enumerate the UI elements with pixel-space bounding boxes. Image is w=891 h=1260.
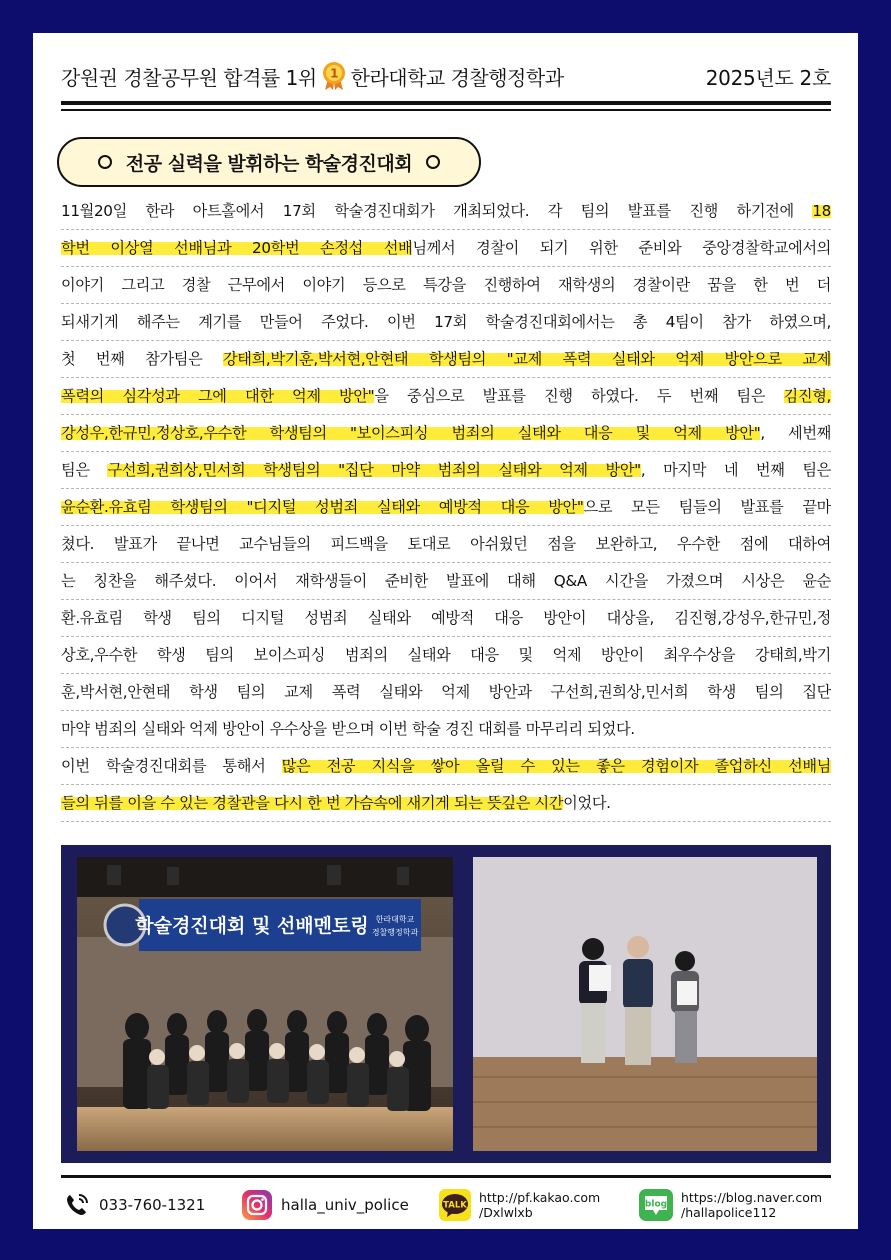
section-title [57, 137, 481, 187]
article-text: 상호,우수한 학생 팀의 보이스피싱 범죄의 실태와 대응 및 억제 방안이 최우수상을 강태희,박기 [61, 646, 831, 664]
article-line [61, 674, 831, 711]
footer-rule [61, 1175, 831, 1178]
highlighted-text: 강태희,박기훈,박서현,안현태 학생팀의 "교제 폭력 실태와 억제 방안으로 교제 [222, 350, 831, 368]
circle-bullet-icon [426, 155, 440, 169]
photo-gallery [61, 845, 831, 1163]
newsletter-page [33, 33, 858, 1229]
article-text: 이번 학술경진대회를 통해서 [61, 757, 282, 775]
kakaotalk-icon [439, 1189, 471, 1221]
footer-kakao[interactable] [439, 1185, 600, 1225]
instagram-icon [241, 1189, 273, 1221]
section-title-text: 전공 실력을 발휘하는 학술경진대회 [125, 152, 413, 175]
footer-blog[interactable] [639, 1185, 822, 1225]
article-line [61, 230, 831, 267]
article-line [61, 711, 831, 748]
highlighted-text: 많은 전공 지식을 쌓아 올릴 수 있는 좋은 경험이자 졸업하신 선배님 [281, 757, 831, 775]
article-line [61, 600, 831, 637]
naver-blog-icon [639, 1189, 673, 1221]
highlighted-text: 학번 이상열 선배님과 20학번 손정섭 선배 [61, 239, 413, 257]
article-line [61, 267, 831, 304]
highlighted-text: 김진형, [783, 387, 831, 405]
phone-number: 033-760-1321 [99, 1196, 206, 1214]
article-line [61, 341, 831, 378]
article-line [61, 304, 831, 341]
article-text: 을 중심으로 발표를 진행 하였다. 두 번째 팀은 [374, 387, 784, 405]
article-text: , 세번째 [760, 424, 831, 442]
header-rule-thick [61, 101, 831, 105]
article-text: 이야기 그리고 경찰 근무에서 이야기 등으로 특강을 진행하여 재학생의 경찰이란 꿈을 한 번 더 [61, 276, 831, 294]
article-line [61, 415, 831, 452]
award-photo [473, 857, 817, 1151]
kakao-url-line2: /Dxlwlxb [479, 1205, 533, 1220]
article-text: 11월20일 한라 아트홀에서 17회 학술경진대회가 개최되었다. 각 팀의 발표를 진행 하기전에 [61, 202, 813, 220]
article-line [61, 748, 831, 785]
medal-icon [321, 61, 347, 91]
article-line [61, 378, 831, 415]
blog-badge-text: blog [644, 1199, 668, 1210]
article-line [61, 526, 831, 563]
blog-url-line2: /hallapolice112 [681, 1205, 777, 1220]
banner-sub-1: 한라대학교 [375, 915, 415, 924]
highlighted-text: 들의 뒤를 이을 수 있는 경찰관을 다시 한 번 가슴속에 새기게 되는 뜻깊은 시간 [61, 794, 564, 812]
article-text: 훈,박서현,안현태 학생 팀의 교제 폭력 실태와 억제 방안과 구선희,권희상,민서희 학생 팀의 집단 [61, 683, 831, 701]
kakao-url-line1: http://pf.kakao.com [479, 1190, 601, 1205]
highlighted-text: 윤순환.유효림 학생팀의 "디지털 성범죄 실태와 예방적 대응 방안" [61, 498, 584, 516]
article-line [61, 637, 831, 674]
department-name: 한라대학교 경찰행정학과 [350, 65, 564, 90]
highlighted-text: 18 [812, 202, 831, 220]
issue-number: 2025년도 2호 [705, 65, 831, 90]
article-text: 으로 모든 팀들의 발표를 끝마 [583, 498, 831, 516]
article-text: 님께서 경찰이 되기 위한 준비와 중앙경찰학교에서의 [412, 239, 831, 257]
article-line [61, 452, 831, 489]
article-line [61, 785, 831, 822]
footer-instagram[interactable] [241, 1185, 409, 1225]
article-line [61, 193, 831, 230]
header-rule-thin [61, 109, 831, 111]
banner-sub-2: 경찰행정학과 [371, 928, 419, 937]
article-text: 환.유효림 학생 팀의 디지털 성범죄 실태와 예방적 대응 방안이 대상을, 김진형,강성우,한규민,정 [61, 609, 831, 627]
blog-url-line1: https://blog.naver.com [681, 1190, 823, 1205]
article-text: 는 칭찬을 해주셨다. 이어서 재학생들이 준비한 발표에 대해 Q&A 시간을 가졌으며 시상은 윤순 [61, 572, 831, 590]
group-photo [77, 857, 453, 1151]
instagram-handle: halla_univ_police [281, 1196, 409, 1214]
article-line [61, 489, 831, 526]
highlighted-text: 구선희,권희상,민서희 학생팀의 "집단 마약 범죄의 실태와 억제 방안" [107, 461, 641, 479]
footer [61, 1185, 831, 1225]
article-text: 쳤다. 발표가 끝나면 교수님들의 피드백을 토대로 아쉬웠던 점을 보완하고, 우수한 점에 대하여 [61, 535, 831, 553]
masthead [61, 51, 831, 101]
kakao-badge-text: TALK [443, 1200, 467, 1211]
article-text: , 마지막 네 번째 팀은 [640, 461, 831, 479]
highlighted-text: 강성우,한규민,정상호,우수한 학생팀의 "보이스피싱 범죄의 실태와 대응 및 억제 방안" [61, 424, 761, 442]
circle-bullet-icon [98, 155, 112, 169]
article-text: 팀은 [61, 461, 108, 479]
slogan-text: 강원권 경찰공무원 합격률 1위 [61, 65, 317, 90]
article-body [61, 193, 831, 822]
banner-text: 학술경진대회 및 선배멘토링 [135, 915, 369, 937]
article-text: 마약 범죄의 실태와 억제 방안이 우수상을 받으며 이번 학술 경진 대회를 마무리리 되었다. [61, 720, 635, 738]
phone-icon [63, 1191, 91, 1219]
footer-phone[interactable] [63, 1185, 205, 1225]
masthead-title [61, 61, 564, 91]
medal-number: 1 [329, 66, 338, 81]
article-text: 첫 번째 참가팀은 [61, 350, 223, 368]
article-text: 이었다. [563, 794, 611, 812]
article-line [61, 563, 831, 600]
highlighted-text: 폭력의 심각성과 그에 대한 억제 방안" [61, 387, 375, 405]
article-text: 되새기게 해주는 계기를 만들어 주었다. 이번 17회 학술경진대회에서는 총 4팀이 참가 하였으며, [61, 313, 831, 331]
